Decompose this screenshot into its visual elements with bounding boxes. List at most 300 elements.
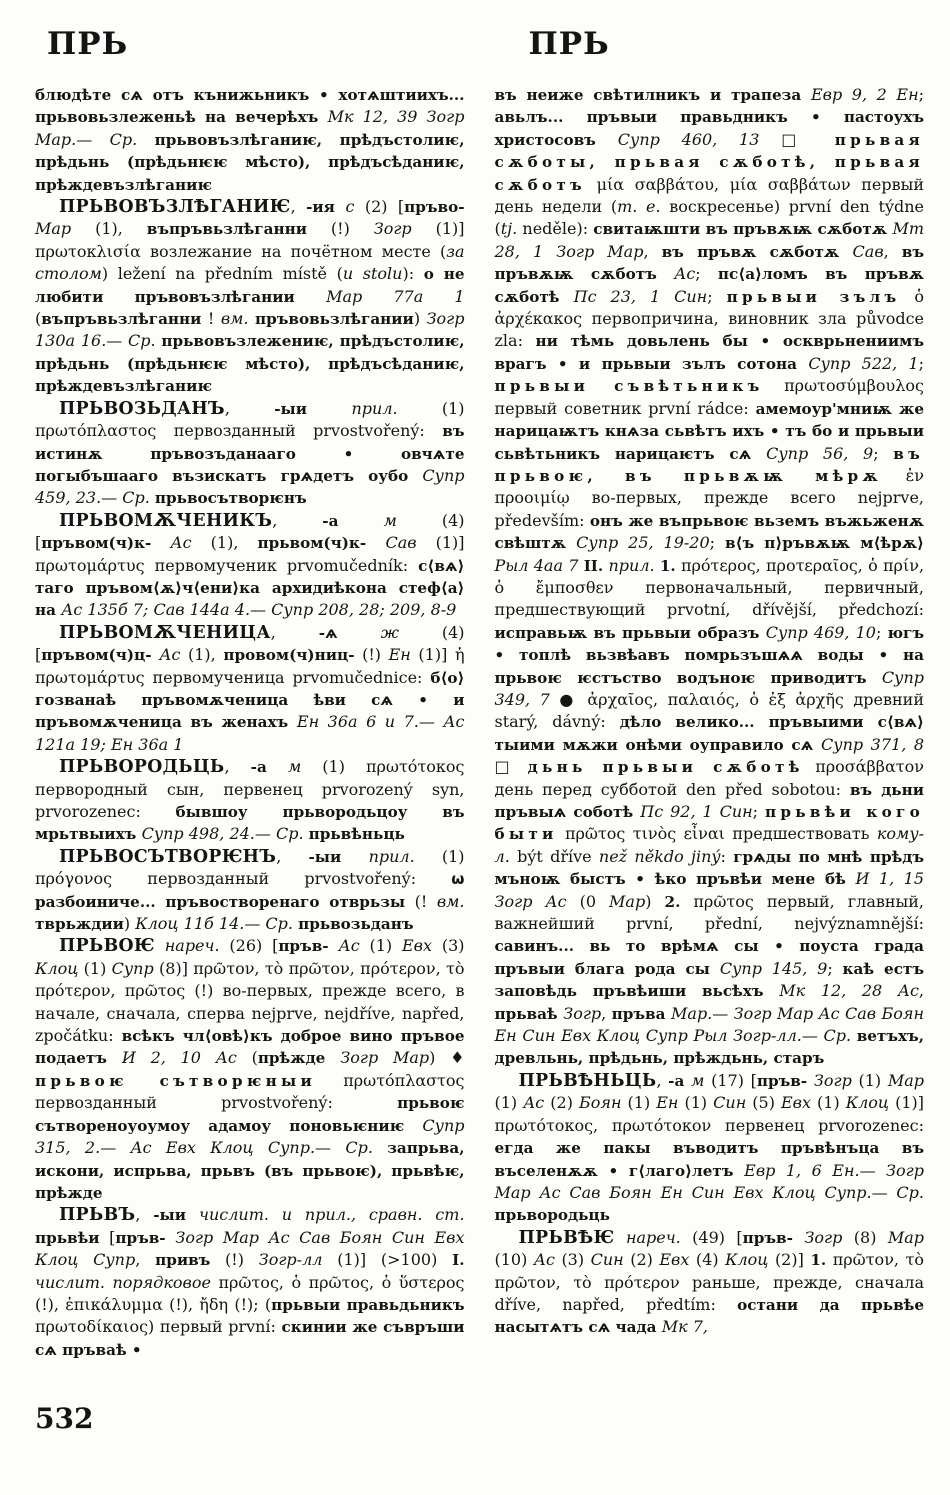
text: (1)] bbox=[410, 645, 455, 665]
text: , bbox=[135, 1205, 154, 1225]
church-slavonic-text: дѣло велико... пръвыими с⟨вѧ⟩тыими мѫжи онѣми оуправило сѧ bbox=[494, 713, 924, 754]
church-slavonic-text: привъ bbox=[155, 1251, 211, 1270]
church-slavonic-text: свитаѭшти въ пръвѫѭ сѫботѫ bbox=[593, 220, 893, 239]
church-slavonic-text: пръв- bbox=[742, 1228, 805, 1247]
greek-text: ἐν προοιμίῳ bbox=[494, 465, 924, 508]
church-slavonic-text: онъ же въпрьвоѥ вьземъ въжьженѫ свѣштѫ bbox=[494, 511, 924, 553]
church-slavonic-text: егда же пакы въводитъ пръвѣнъца въ въселенѫѫ • г⟨лаго⟩летъ bbox=[494, 1139, 924, 1180]
headword: ПРЬВЪ bbox=[59, 1205, 136, 1226]
text: ( bbox=[258, 1294, 272, 1314]
text: ; bbox=[709, 533, 725, 553]
greek-text: πρωτοσύμβουλος bbox=[784, 376, 924, 396]
text: (4) [ bbox=[35, 622, 465, 665]
page-number: 532 bbox=[35, 1402, 94, 1435]
text: ; bbox=[918, 353, 925, 373]
reference-italic: Клоц bbox=[35, 958, 79, 978]
church-slavonic-text: остани да прьвѣе насытѧтъ сѧ чада bbox=[494, 1295, 924, 1337]
text: (1) bbox=[78, 958, 112, 978]
text: ; bbox=[752, 802, 765, 821]
text: , bbox=[601, 1003, 612, 1023]
text: первый советник první rádce: bbox=[494, 398, 756, 418]
text: (1) bbox=[621, 1093, 657, 1113]
reference-italic: Евх bbox=[402, 936, 433, 956]
reference-italic: Супр 498, 24.— Ср. bbox=[141, 824, 309, 844]
dictionary-entry bbox=[35, 935, 465, 1204]
dictionary-entry bbox=[35, 622, 465, 756]
text: (26) [ bbox=[219, 936, 279, 956]
reference-italic: Зогр Мар bbox=[340, 1048, 430, 1068]
greek-text: πρωτομάρτυς bbox=[35, 555, 145, 575]
church-slavonic-idiom: прьвѣи кого быти bbox=[494, 803, 924, 844]
text: (2) [ bbox=[354, 197, 405, 217]
reference-italic: прил. bbox=[368, 846, 415, 866]
church-slavonic-text: въ пръвѫѭ сѫботъ bbox=[494, 242, 924, 284]
text: □ bbox=[494, 757, 528, 777]
dictionary-entry bbox=[35, 196, 465, 398]
reference-italic: Мар.— Зогр Мар Ас Сав Боян Ен Син Евх Клоц Супр Рыл Зогр-лл.— Ср. bbox=[494, 1003, 925, 1046]
reference-italic: Супр 145, 9 bbox=[719, 958, 828, 978]
greek-text: πρῶτος, ὁ πρῶτος, ὁ ὕστερος (!), ἐπικάλυμμα (!), ἤδη (!); bbox=[35, 1272, 465, 1314]
reference-italic: Пс 92, 1 Син bbox=[640, 802, 753, 821]
church-slavonic-text: прьвѣи bbox=[35, 1228, 100, 1247]
church-slavonic-text: исправьѭ въ прьвыи образъ bbox=[494, 623, 766, 642]
text: (0 bbox=[566, 891, 610, 911]
reference-italic: než někdo jiný bbox=[598, 846, 721, 866]
text bbox=[586, 175, 597, 194]
reference-italic: Ен bbox=[388, 645, 411, 665]
text: (8) bbox=[842, 1227, 888, 1247]
headword: ПРЬВОМѪЧЕНИЦА bbox=[59, 622, 271, 643]
text: (!) во-первых, прежде всего, в начале, сначала, сперва nejprve, nejdříve, napřed, zpočátku: bbox=[35, 981, 465, 1046]
church-slavonic-text: прьвом(ч)к- bbox=[257, 534, 386, 553]
reference-italic: И 2, 10 Ас bbox=[121, 1048, 237, 1068]
text: ; bbox=[873, 443, 894, 463]
text: (1) bbox=[811, 1093, 846, 1113]
text: (2)] bbox=[768, 1250, 811, 1270]
reference-italic: Клоц bbox=[725, 1250, 769, 1270]
reference-italic: Супр 460, 13 bbox=[617, 129, 760, 149]
text: (!) bbox=[306, 219, 374, 239]
text: (1)] bbox=[411, 219, 465, 239]
church-slavonic-text: пръв- bbox=[278, 937, 339, 956]
text: ; bbox=[918, 85, 924, 104]
church-slavonic-text: -а bbox=[250, 758, 289, 777]
text: ; bbox=[707, 286, 727, 306]
text: , bbox=[290, 197, 307, 217]
reference-italic: Зогр-лл bbox=[258, 1250, 323, 1270]
reference-italic: Евх bbox=[780, 1093, 811, 1113]
text: раньше, прежде, сначала dříve, napřed, předtím: bbox=[494, 1272, 925, 1314]
dictionary-entry bbox=[35, 510, 465, 622]
greek-text: μία σαββάτου, μία σαββάτων bbox=[596, 174, 851, 194]
church-slavonic-text: -а bbox=[322, 511, 384, 530]
right-running-head: ПРЬ bbox=[528, 26, 610, 62]
text: (5) bbox=[746, 1093, 781, 1113]
greek-text: προσάββατον bbox=[815, 757, 924, 777]
reference-italic: Клоц 11б 14.— Ср. bbox=[135, 914, 299, 934]
text: во-первых, прежде всего nejprve, především: bbox=[494, 488, 924, 530]
text: (49) [ bbox=[680, 1227, 743, 1247]
text: предшествовать bbox=[724, 824, 877, 844]
text: [ bbox=[99, 1227, 116, 1247]
reference-italic: Супр 459, 23.— Ср. bbox=[35, 465, 465, 508]
greek-text: πρότερος, προτεραῖος, ὁ πρίν, ὁ ἔμποσθεν bbox=[494, 555, 925, 597]
reference-italic: Сав bbox=[385, 533, 417, 553]
greek-text: πρῶτον, τὸ πρῶτον, πρότερον, τὸ πρότερον, πρῶτος bbox=[35, 958, 465, 1001]
reference-italic: Ас bbox=[533, 1250, 555, 1270]
text: (8)] bbox=[153, 958, 194, 978]
reference-italic: числит. порядковое bbox=[35, 1272, 211, 1292]
headword: ПРЬВОМѪЧЕНИКЪ bbox=[59, 510, 273, 531]
church-slavonic-text: ни тѣмь довьлень бы • оскврьнениимъ врагъ • и прьвыи зълъ сотона bbox=[494, 332, 924, 373]
text: , bbox=[276, 846, 309, 866]
greek-text: ἡ πρωτομάρτυς bbox=[35, 645, 465, 687]
reference-italic: Мар 77а 1 bbox=[326, 286, 465, 306]
church-slavonic-text: югъ • топлѣ вьзвѣавъ помрьзъшѧѧ воды • на прьвоѥ ѥстъство водъноѥ приводитъ bbox=[494, 623, 925, 687]
text: (1)] bbox=[889, 1093, 925, 1113]
text: ; bbox=[695, 264, 718, 284]
reference-italic: Зогр 130а 16.— Ср. bbox=[35, 309, 465, 351]
greek-text: πρόγονος bbox=[35, 869, 113, 889]
text: , bbox=[883, 241, 902, 261]
text: (1), bbox=[71, 219, 147, 239]
church-slavonic-text: въ неиже свѣтилникъ и трапеза bbox=[494, 86, 811, 104]
text: воскресенье) první den týdne ( bbox=[494, 197, 925, 239]
dictionary-entry bbox=[495, 1227, 925, 1339]
church-slavonic-text: прѣжде bbox=[257, 1049, 341, 1068]
church-slavonic-text: -ия bbox=[306, 198, 346, 217]
church-slavonic-text: -ыи bbox=[153, 1206, 200, 1225]
text: ) ♦ bbox=[429, 1048, 465, 1068]
reference-italic: Ас bbox=[159, 645, 181, 665]
reference-italic: Ас bbox=[170, 533, 192, 553]
left-running-head: ПРЬ bbox=[47, 26, 129, 62]
text: первый день недели ( bbox=[494, 174, 924, 217]
reference-italic: Ас bbox=[523, 1093, 545, 1113]
greek-text: πρωτοδίκαιος bbox=[35, 1317, 149, 1337]
reference-italic: Супр 56, 9 bbox=[766, 443, 874, 463]
text: первый, главный, важнейший první, přední, nejvýznamnější: bbox=[494, 891, 925, 934]
text: первомученик prvomučedník: bbox=[144, 555, 419, 575]
church-slavonic-text: пръва bbox=[611, 1004, 672, 1023]
text bbox=[680, 892, 693, 911]
reference-italic: Зогр bbox=[373, 219, 412, 239]
church-slavonic-text: прьвовъзлежениѥ, прѣдъстолиѥ, прѣдьнь (прѣдьнѥѥ мѣсто), прѣдъсѣданиѥ, прѣждевъзлѣганиѥ bbox=[35, 332, 465, 396]
reference-italic: Зогр bbox=[563, 1003, 602, 1023]
church-slavonic-text: I. bbox=[452, 1251, 465, 1270]
church-slavonic-text: II. bbox=[583, 556, 604, 575]
text: ) ležení na předním místě ( bbox=[101, 264, 343, 284]
text: первозданный prvostvořený: bbox=[112, 869, 452, 889]
text: (4) bbox=[689, 1250, 726, 1270]
text: (3) bbox=[432, 936, 465, 956]
text: первозданный prvostvořený: bbox=[156, 421, 443, 441]
headword: ПРЬВОЗЬДАНЪ bbox=[59, 398, 225, 419]
reference-italic: м bbox=[288, 757, 302, 777]
left-column-body bbox=[35, 84, 465, 1361]
text bbox=[615, 1228, 626, 1247]
church-slavonic-text: авьлъ... пръвыи правьдникъ • пастоухъ христосовъ bbox=[494, 108, 924, 149]
text bbox=[764, 376, 785, 395]
headword: ПРЬВОВЪЗЛѢГАНИѤ bbox=[59, 197, 291, 218]
church-slavonic-text: прьвоѥ сътвореноуоумоу адамоу поновьѥниѥ bbox=[35, 1094, 465, 1135]
reference-italic: Мк 7, bbox=[661, 1317, 709, 1337]
left-column bbox=[35, 26, 465, 1361]
text: (3) bbox=[554, 1250, 591, 1270]
church-slavonic-idiom: прьвыи зълъ bbox=[726, 287, 901, 306]
church-slavonic-text: ветъхъ, древльнь, прѣдьнь, прѣждьнь, старъ bbox=[494, 1027, 924, 1068]
text: (10) bbox=[494, 1250, 534, 1270]
text: , bbox=[643, 241, 662, 261]
text: (1), bbox=[191, 533, 258, 553]
reference-italic: Клоц bbox=[845, 1093, 890, 1113]
dictionary-entry bbox=[35, 756, 465, 846]
church-slavonic-text: в⟨ъ п⟩ръвѫѭ м⟨ѣрѫ⟩ bbox=[724, 534, 924, 553]
reference-italic: Мар bbox=[609, 891, 646, 911]
church-slavonic-text: -ѧ bbox=[318, 623, 381, 642]
reference-italic: Мк 12, 28 Ас bbox=[779, 981, 919, 1001]
reference-italic: u stolu bbox=[342, 264, 403, 284]
right-column-body bbox=[495, 84, 925, 1339]
column-continuation bbox=[495, 84, 925, 1070]
church-slavonic-text: блюдѣте сѧ отъ кънижьникъ • хотѧштиихъ... прьвовьзлеженьѣ на вечерѣхъ bbox=[35, 86, 465, 127]
church-slavonic-text: тврьждии bbox=[35, 915, 124, 934]
church-slavonic-idiom: дьнь прьвыи сѫботѣ bbox=[527, 758, 804, 777]
text: первородный сын, первенец prvorozený syn, prvorozenec: bbox=[35, 779, 465, 821]
reference-italic: Син bbox=[713, 1093, 747, 1113]
text: ! bbox=[201, 309, 221, 329]
reference-italic: Мар bbox=[887, 1070, 924, 1090]
text: (! bbox=[405, 891, 437, 911]
text: первенец prvorozenec: bbox=[711, 1115, 925, 1135]
church-slavonic-text: запрьва, искони, испрьва, прьвъ (въ прьвоѥ), прьвѣѥ, прѣжде bbox=[35, 1139, 465, 1202]
dictionary-entry bbox=[35, 398, 465, 510]
church-slavonic-idiom: въ прьвоѥ, въ прьвѫѭ мѣрѫ bbox=[494, 444, 924, 485]
reference-italic: Ас bbox=[338, 936, 360, 956]
text: (!) bbox=[354, 645, 389, 665]
church-slavonic-text: пръв- bbox=[756, 1071, 814, 1090]
church-slavonic-text: въ истинѫ пръвозъданааго • овчѧте погыбъшааго възискатъ грѧдетъ оубо bbox=[35, 422, 465, 485]
text: день перед субботой den před sobotou: bbox=[494, 779, 850, 799]
church-slavonic-idiom: прьвоѥ сътворѥныи bbox=[35, 1071, 316, 1090]
reference-italic: Боян bbox=[578, 1093, 622, 1113]
headword: ПРЬВѢНЬЦЬ bbox=[518, 1070, 657, 1091]
greek-text: ὁ ἀρχέκακος bbox=[494, 286, 924, 329]
text: , bbox=[272, 510, 323, 530]
reference-italic: Ен bbox=[656, 1093, 679, 1113]
church-slavonic-text: прьвосътворѥнъ bbox=[154, 489, 307, 508]
reference-italic: Супр 469, 10 bbox=[765, 622, 876, 642]
reference-italic: Супр 315, 2.— Ас Евх Клоц Супр.— Ср. bbox=[35, 1115, 465, 1158]
church-slavonic-text: о не любити пръвовъзлѣгании bbox=[35, 265, 465, 306]
reference-italic: м bbox=[691, 1070, 705, 1090]
text: ) bbox=[123, 914, 136, 934]
reference-italic: Ас 135б 7; Сав 144а 4.— Супр 208, 28; 209, 8-9 bbox=[61, 600, 457, 620]
text: ( bbox=[35, 309, 42, 329]
text: ) bbox=[645, 891, 665, 911]
greek-text: πρῶτον, τὸ πρῶτον, τὸ πρότερον bbox=[494, 1250, 924, 1292]
headword: ПРЬВОРОДЬЦЬ bbox=[59, 757, 225, 778]
text: , bbox=[224, 398, 275, 418]
text: , bbox=[224, 757, 251, 777]
text: (1)] bbox=[416, 533, 465, 553]
text: (17) [ bbox=[704, 1070, 757, 1090]
text: , bbox=[918, 981, 925, 1001]
text: : bbox=[720, 846, 734, 866]
church-slavonic-text: -а bbox=[668, 1071, 692, 1090]
reference-italic: Ен 36а 6 и 7.— Ас 121а 19; Ен 36а 1 bbox=[35, 712, 465, 754]
reference-italic: Рыл 4аа 7 bbox=[494, 555, 579, 575]
church-slavonic-text: -ыи bbox=[308, 847, 369, 866]
church-slavonic-text: прьвовъзлѣганиѥ, прѣдъстолиѥ, прѣдьнь (прѣдьнѥѥ мѣсто), прѣдъсѣданиѥ, прѣждевъзлѣганиѥ bbox=[35, 130, 465, 194]
text: být dříve bbox=[509, 846, 599, 866]
church-slavonic-text: -ыи bbox=[274, 399, 352, 418]
text: (1), bbox=[180, 645, 224, 665]
reference-italic: вм. bbox=[220, 309, 249, 329]
dictionary-entry bbox=[35, 1204, 465, 1361]
text: первопричина, виновник зла původce zla: bbox=[494, 309, 924, 351]
text: (4) [ bbox=[35, 510, 465, 553]
text: (1) bbox=[301, 757, 366, 777]
church-slavonic-text: прьвыи правьдьникъ bbox=[271, 1295, 465, 1314]
text: (1) bbox=[414, 846, 465, 866]
church-slavonic-text: скинии же съвръши сѧ пръваѣ • bbox=[35, 1318, 465, 1359]
church-slavonic-text: 2. bbox=[664, 892, 681, 911]
reference-italic: Мар bbox=[35, 219, 72, 239]
text: возлежание на почётном месте ( bbox=[140, 241, 447, 261]
headword: ПРЬВОСЪТВОРѤНЪ bbox=[59, 846, 277, 867]
church-slavonic-text: пръв- bbox=[115, 1228, 176, 1247]
text bbox=[882, 466, 906, 485]
reference-italic: Мар bbox=[887, 1227, 924, 1247]
text bbox=[316, 1071, 343, 1090]
church-slavonic-idiom: прьвая сѫботы, прьвая сѫботѣ, прьвая сѫботъ bbox=[494, 130, 924, 194]
greek-text: πρωτότοκος bbox=[365, 757, 465, 777]
text: ; bbox=[875, 622, 888, 642]
reference-italic: Мт 28, 1 Зогр Мар bbox=[494, 219, 925, 261]
dictionary-entry bbox=[495, 1070, 925, 1227]
text: (1) bbox=[359, 936, 402, 956]
church-slavonic-text: пръвовьзлѣгании bbox=[255, 310, 414, 329]
text: древний starý, dávný: bbox=[494, 689, 924, 732]
text: (2) bbox=[623, 1250, 660, 1270]
text: первоначальный, первичный, предшествующий prvotní, dřívější, předchozí: bbox=[494, 577, 924, 620]
reference-italic: Супр bbox=[111, 958, 154, 978]
church-slavonic-text: с⟨вѧ⟩таго пръвом⟨ѫ⟩ч⟨ени⟩ка архидиѣкона стеф⟨а⟩на bbox=[35, 556, 465, 620]
church-slavonic-text: въ дьни пръвыѧ соботѣ bbox=[494, 780, 925, 821]
text: , bbox=[656, 1070, 669, 1090]
reference-italic: м bbox=[383, 510, 397, 530]
reference-italic: с bbox=[345, 197, 355, 217]
text: , bbox=[270, 622, 319, 642]
church-slavonic-text: въпръвьзлѣганни bbox=[41, 310, 202, 329]
reference-italic: Мк 12, 39 Зогр Мар.— Ср. bbox=[35, 107, 465, 149]
text: ): bbox=[402, 264, 424, 284]
text: (2) bbox=[544, 1093, 579, 1113]
greek-text: πρῶτος bbox=[693, 891, 754, 911]
text: ● bbox=[549, 689, 588, 709]
church-slavonic-text: бывшоу прьвородьцоу въ мрьтвыихъ bbox=[35, 803, 465, 844]
church-slavonic-text: пс⟨а⟩ломъ въ пръвѫ сѫботѣ bbox=[494, 265, 924, 306]
text: □ bbox=[759, 129, 835, 149]
reference-italic: Супр 25, 19-20 bbox=[576, 533, 710, 553]
text: (1) bbox=[397, 398, 465, 418]
column-continuation bbox=[35, 84, 465, 196]
reference-italic: Евр 9, 2 Ен bbox=[810, 85, 919, 104]
reference-italic: Евх bbox=[659, 1250, 690, 1270]
greek-text: πρωτοκλισία bbox=[35, 241, 141, 261]
church-slavonic-text: провом(ч)ниц- bbox=[223, 646, 355, 665]
reference-italic: Сав bbox=[852, 241, 884, 261]
church-slavonic-text: въпръвьзлѣганни bbox=[146, 220, 307, 239]
reference-italic: нареч. bbox=[625, 1227, 681, 1247]
church-slavonic-text: пръвом(ч)к- bbox=[41, 534, 171, 553]
church-slavonic-text: всѣкъ чл⟨овѣ⟩къ доброе вино пръвое подаетъ bbox=[35, 1027, 465, 1068]
reference-italic: Супр 349, 7 bbox=[494, 667, 924, 709]
text bbox=[558, 824, 565, 843]
church-slavonic-text: каѣ естъ заповѣдь пръвѣиши вьсѣхъ bbox=[494, 959, 924, 1001]
reference-italic: Зогр bbox=[813, 1070, 852, 1090]
reference-italic: Ас bbox=[674, 264, 696, 284]
text: ) первый první: bbox=[148, 1317, 282, 1337]
text: (1) bbox=[494, 1093, 524, 1113]
greek-text: πρωτότοκος, πρωτότοκον bbox=[494, 1115, 712, 1135]
reference-italic: ж bbox=[380, 622, 399, 642]
text: (!) bbox=[210, 1250, 259, 1270]
dictionary-entry bbox=[35, 846, 465, 936]
reference-italic: Пс 23, 1 Син bbox=[573, 286, 708, 306]
church-slavonic-idiom: прьвыи съвѣтьникъ bbox=[494, 377, 764, 396]
text bbox=[804, 757, 816, 776]
text: первозданный prvostvořený: bbox=[35, 1093, 398, 1113]
church-slavonic-text: савинъ... вь то врѣмѧ сы • поуста града пръвыи блага рода сы bbox=[494, 937, 924, 978]
text: (1) bbox=[678, 1093, 714, 1113]
reference-italic: Супр 371, 8 bbox=[821, 734, 924, 754]
church-slavonic-text: прьвозьданъ bbox=[298, 915, 414, 934]
church-slavonic-text: прьвѣньць bbox=[308, 825, 405, 844]
church-slavonic-text: грѧды по мнѣ прѣдъ мъноѭ быстъ • ѣко пръвѣи мене бѣ bbox=[494, 847, 925, 889]
reference-italic: вм. bbox=[436, 891, 465, 911]
reference-italic: Зогр Мар Ас Сав Боян Син Евх Клоц Супр bbox=[35, 1227, 465, 1270]
reference-italic: прил. bbox=[351, 398, 398, 418]
greek-text: πρωτόπλαστος bbox=[35, 421, 157, 441]
text: ) bbox=[413, 309, 427, 329]
reference-italic: И 1, 15 Зогр Ас bbox=[494, 869, 925, 911]
reference-italic: нареч. bbox=[164, 936, 220, 956]
text: (1)] (>100) bbox=[322, 1250, 453, 1270]
church-slavonic-text: 1. bbox=[659, 556, 676, 575]
headword: ПРЬВѢѤ bbox=[518, 1227, 615, 1248]
church-slavonic-text: прьвородьць bbox=[494, 1206, 610, 1225]
greek-text: πρωτόπλαστος bbox=[343, 1070, 465, 1090]
church-slavonic-text: пръвом(ч)ц- bbox=[41, 646, 160, 665]
church-slavonic-text: прьваѣ bbox=[494, 1004, 564, 1023]
headword: ПРЬВОѤ bbox=[59, 936, 155, 957]
reference-italic: Зогр bbox=[804, 1227, 843, 1247]
church-slavonic-text: пръво- bbox=[404, 198, 465, 217]
text: ; bbox=[827, 958, 843, 978]
church-slavonic-text: ѡ разбоиниче... пръвостворенаго отврьзы bbox=[35, 870, 465, 911]
text: neděle): bbox=[517, 219, 594, 239]
reference-italic: Супр 522, 1 bbox=[808, 353, 919, 373]
church-slavonic-text: амемоур'мниѭ же нарицаѭтъ кнѧза сьвѣтъ ихъ • тъ бо и прьвыи сьвѣтьникъ нарицаѥтъ сѧ bbox=[494, 399, 925, 463]
greek-text: πρῶτος τινὸς εἶναι bbox=[564, 824, 725, 844]
church-slavonic-text: б⟨о⟩гозванаѣ пръвомѫченица ѣви сѧ • и пръвомѫченица въ женахъ bbox=[35, 668, 465, 732]
right-column bbox=[495, 26, 925, 1361]
text: (1) bbox=[851, 1070, 888, 1090]
church-slavonic-text: въ пръвѫ сѫботѫ bbox=[661, 242, 853, 261]
reference-italic: Евр 1, 6 Ен.— Зогр Мар Ас Сав Боян Ен Син Евх Клоц Супр.— Ср. bbox=[494, 1160, 924, 1202]
